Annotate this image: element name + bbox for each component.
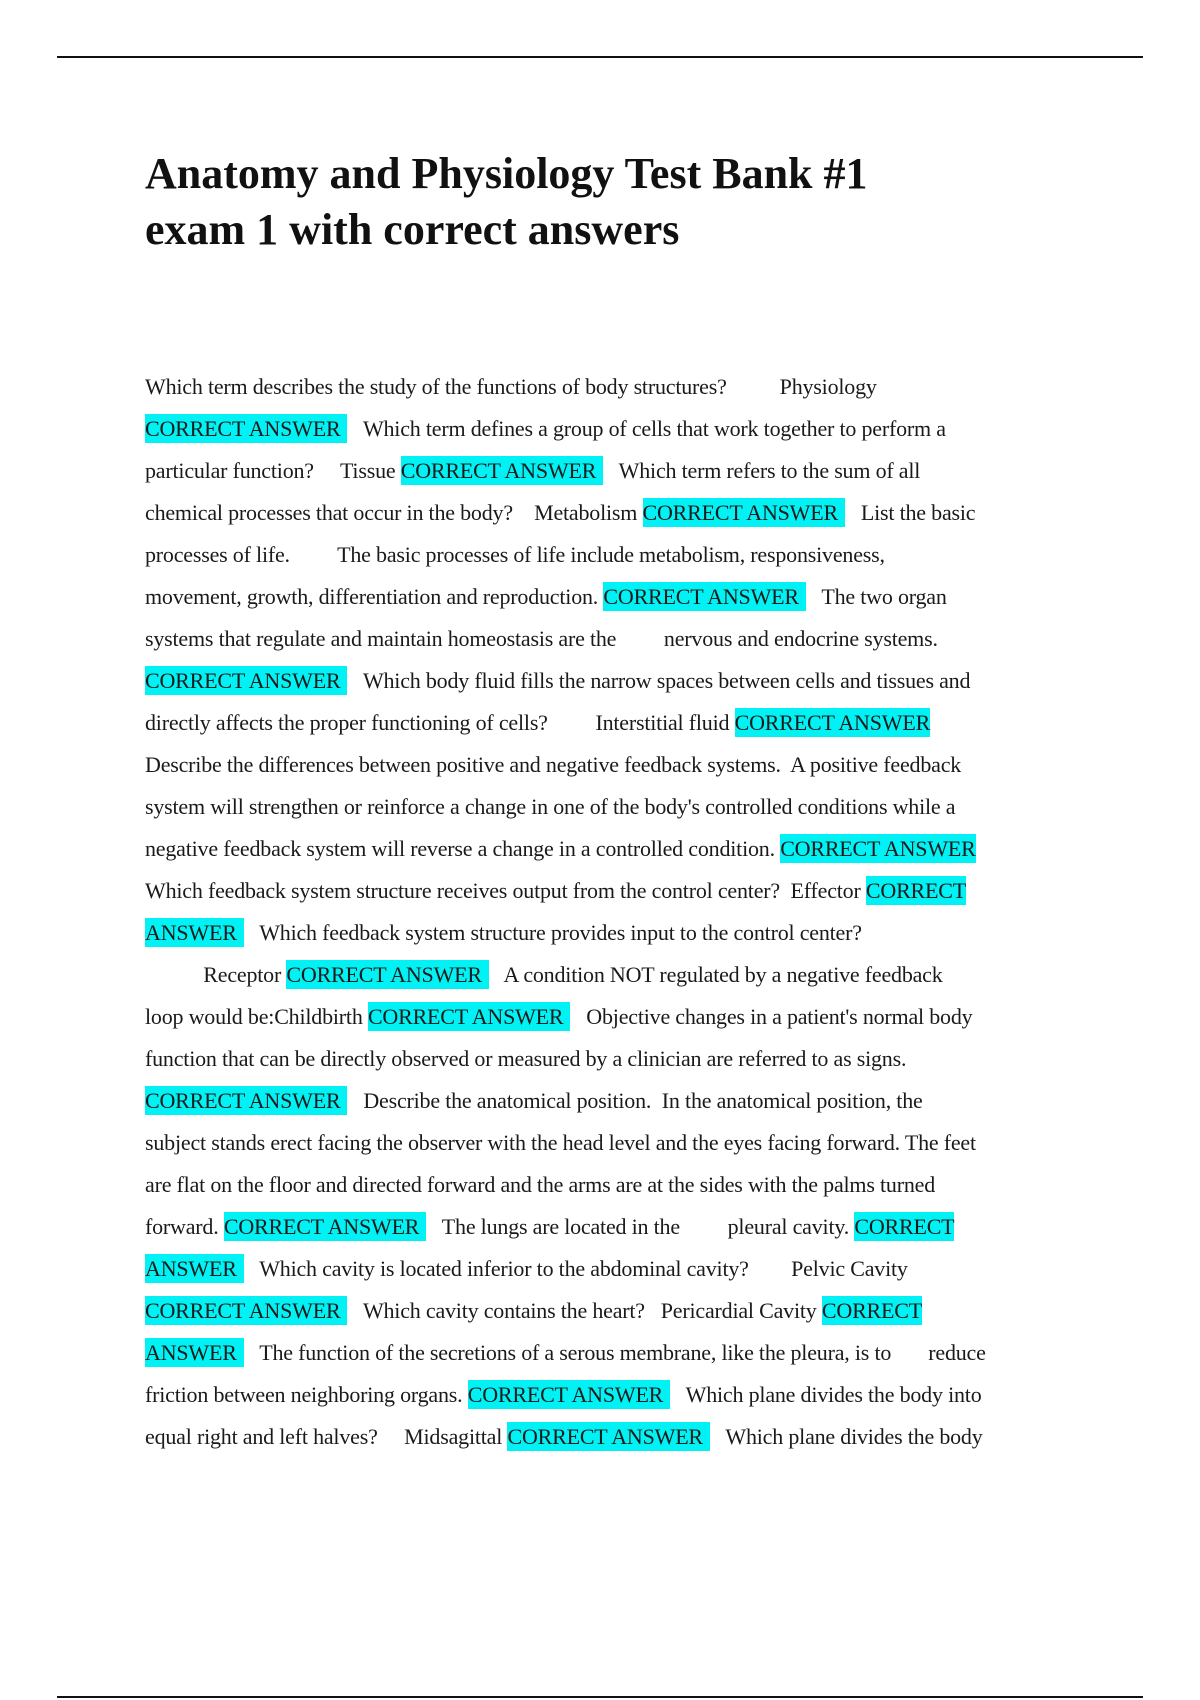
text-run: equal right and left halves? Midsagittal: [145, 1424, 508, 1449]
text-line: [145, 450, 1089, 492]
text-run: loop would be:Childbirth: [145, 1004, 368, 1029]
text-run: Objective changes in a patient's normal body: [570, 1004, 973, 1029]
correct-answer-highlight: CORRECT: [854, 1214, 955, 1239]
correct-answer-highlight: CORRECT ANSWER: [145, 666, 347, 695]
text-line: [145, 1416, 1089, 1458]
text-line: [145, 744, 1089, 786]
correct-answer-highlight: CORRECT ANSWER: [734, 710, 931, 735]
text-run: Which feedback system structure provides input to the control center?: [243, 920, 862, 945]
text-line: [145, 954, 1089, 996]
text-run: Receptor: [145, 962, 287, 987]
text-run: system will strengthen or reinforce a change in one of the body's controlled conditions while a: [145, 794, 956, 819]
text-run: negative feedback system will reverse a change in a controlled condition.: [145, 836, 781, 861]
correct-answer-highlight: CORRECT ANSWER: [286, 960, 488, 989]
text-line: [145, 786, 1089, 828]
title-line-2: exam 1 with correct answers: [145, 205, 680, 254]
bottom-rule: [57, 1696, 1143, 1698]
correct-answer-highlight: CORRECT ANSWER: [368, 1002, 570, 1031]
text-line: [145, 492, 1089, 534]
correct-answer-highlight: CORRECT ANSWER: [401, 456, 603, 485]
text-run: List the basic: [844, 500, 976, 525]
correct-answer-highlight: CORRECT ANSWER: [780, 836, 976, 861]
text-run: Describe the differences between positive and negative feedback systems. A positive feedback: [145, 752, 962, 777]
text-run: The lungs are located in the pleural cavity.: [426, 1214, 855, 1239]
text-run: friction between neighboring organs.: [145, 1382, 468, 1407]
correct-answer-highlight: CORRECT ANSWER: [145, 1296, 347, 1325]
text-run: The two organ: [805, 584, 947, 609]
text-run: Describe the anatomical position. In the anatomical position, the: [347, 1088, 923, 1113]
text-line: [145, 1164, 1089, 1206]
text-line: [145, 1290, 1089, 1332]
text-line: [145, 1122, 1089, 1164]
correct-answer-highlight: CORRECT: [821, 1298, 922, 1323]
top-rule: [57, 56, 1143, 58]
text-run: particular function? Tissue: [145, 458, 401, 483]
text-run: are flat on the floor and directed forward and the arms are at the sides with the palms turned: [145, 1172, 936, 1197]
text-run: directly affects the proper functioning of cells? Interstitial fluid: [145, 710, 735, 735]
text-run: forward.: [145, 1214, 224, 1239]
correct-answer-highlight: ANSWER: [145, 1254, 244, 1283]
text-run: Which cavity is located inferior to the abdominal cavity? Pelvic Cavity: [243, 1256, 908, 1281]
text-line: [145, 1038, 1089, 1080]
text-line: [145, 1080, 1089, 1122]
correct-answer-highlight: CORRECT ANSWER: [145, 1086, 347, 1115]
text-run: processes of life. The basic processes of life include metabolism, responsiveness,: [145, 542, 885, 567]
document-body: [145, 366, 1089, 1458]
text-line: [145, 660, 1089, 702]
text-line: [145, 828, 1089, 870]
correct-answer-highlight: CORRECT ANSWER: [643, 498, 845, 527]
document-title: [145, 146, 1045, 258]
text-run: Which term refers to the sum of all: [603, 458, 921, 483]
correct-answer-highlight: CORRECT ANSWER: [224, 1212, 426, 1241]
text-line: [145, 870, 1089, 912]
text-run: Which term defines a group of cells that work together to perform a: [347, 416, 946, 441]
title-line-1: Anatomy and Physiology Test Bank #1: [145, 149, 868, 198]
text-run: subject stands erect facing the observer with the head level and the eyes facing forward. The feet: [145, 1130, 976, 1155]
text-run: movement, growth, differentiation and reproduction.: [145, 584, 604, 609]
text-line: [145, 702, 1089, 744]
text-line: [145, 912, 1089, 954]
correct-answer-highlight: ANSWER: [145, 918, 244, 947]
text-line: [145, 996, 1089, 1038]
text-run: Which body fluid fills the narrow spaces between cells and tissues and: [347, 668, 971, 693]
text-line: [145, 1206, 1089, 1248]
text-run: Which plane divides the body: [709, 1424, 983, 1449]
text-line: [145, 576, 1089, 618]
text-run: Which cavity contains the heart? Pericardial Cavity: [347, 1298, 822, 1323]
text-line: [145, 1332, 1089, 1374]
text-line: [145, 1248, 1089, 1290]
text-run: chemical processes that occur in the body? Metabolism: [145, 500, 643, 525]
text-run: function that can be directly observed or measured by a clinician are referred to as signs.: [145, 1046, 907, 1071]
correct-answer-highlight: CORRECT ANSWER: [468, 1380, 670, 1409]
text-run: systems that regulate and maintain homeostasis are the nervous and endocrine systems.: [145, 626, 938, 651]
correct-answer-highlight: ANSWER: [145, 1338, 244, 1367]
text-line: [145, 534, 1089, 576]
text-line: [145, 408, 1089, 450]
correct-answer-highlight: CORRECT: [865, 878, 966, 903]
text-line: [145, 366, 1089, 408]
correct-answer-highlight: CORRECT ANSWER: [603, 582, 805, 611]
text-line: [145, 618, 1089, 660]
text-run: Which feedback system structure receives output from the control center? Effector: [145, 878, 866, 903]
text-run: Which plane divides the body into: [670, 1382, 982, 1407]
text-line: [145, 1374, 1089, 1416]
text-run: Which term describes the study of the functions of body structures? Physiology: [145, 374, 877, 399]
text-run: The function of the secretions of a serous membrane, like the pleura, is to reduce: [243, 1340, 986, 1365]
correct-answer-highlight: CORRECT ANSWER: [507, 1422, 709, 1451]
text-run: A condition NOT regulated by a negative feedback: [488, 962, 943, 987]
correct-answer-highlight: CORRECT ANSWER: [145, 414, 347, 443]
